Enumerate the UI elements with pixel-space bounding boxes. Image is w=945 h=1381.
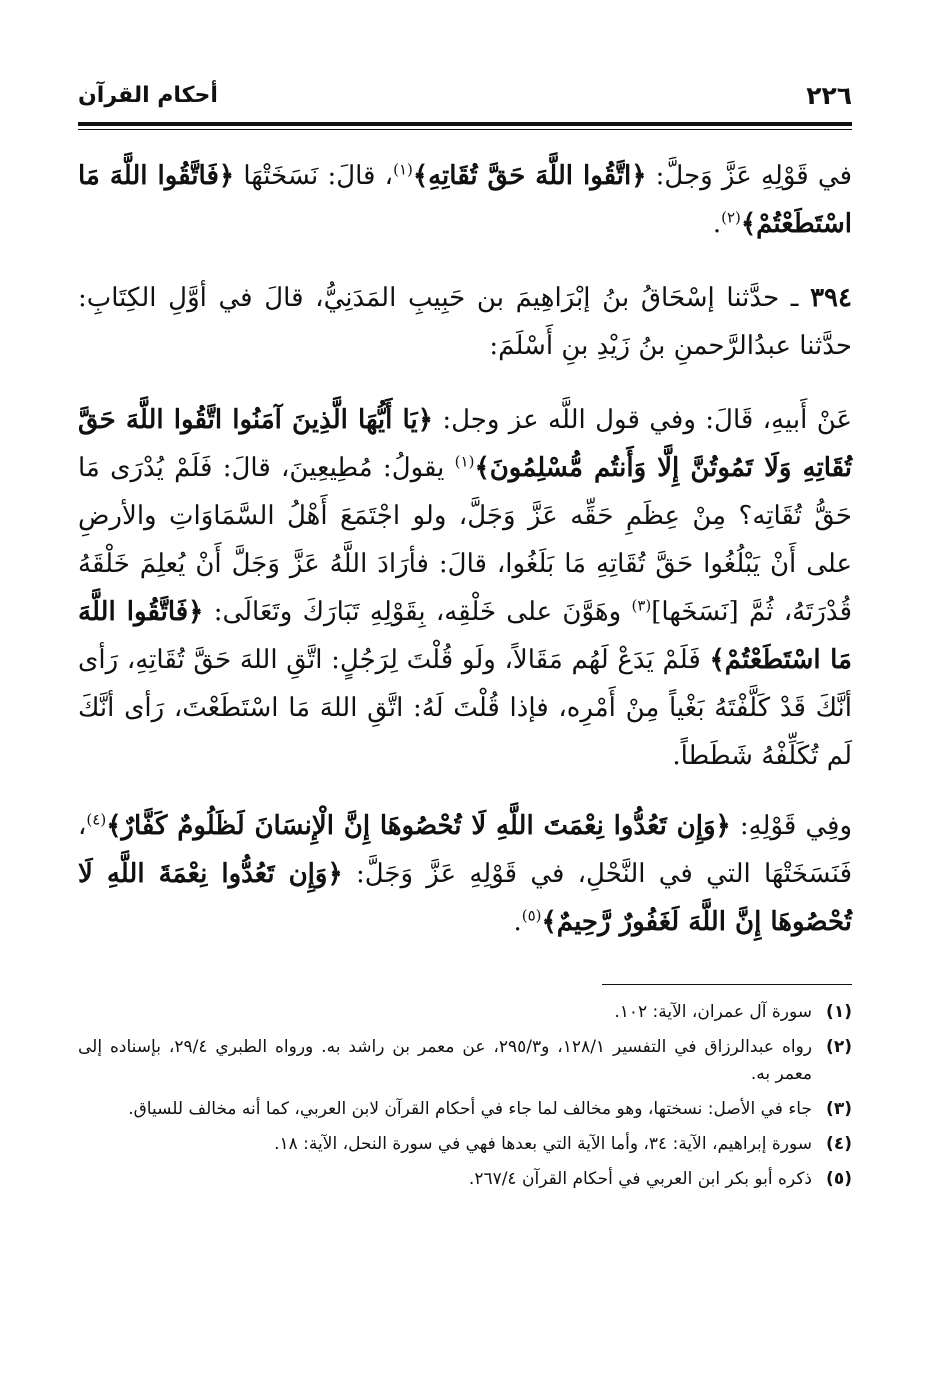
footnote-ref[interactable]: (٤) xyxy=(86,810,107,829)
page-header xyxy=(78,70,852,120)
text: في قَوْلِهِ عَزَّ وَجلَّ: xyxy=(646,161,852,191)
footnote-text: سورة آل عمران، الآية: ١٠٢. xyxy=(614,1002,812,1022)
text: يقولُ: مُطِيعِينَ، قالَ: فَلَمْ يُدْرَى مَا حَقُّ تُقَاتِه؟ مِنْ عِظَمِ حَقِّه عَزَّ وَجَلَّ، ولو اجْتَمَعَ أَهْلُ السَّمَاوَاتِ والأرضِ على أَنْ يَبْلُغُوا حَقَّ تُقَاتِهِ مَا بَلَغُوا، قالَ: فأرَادَ اللَّهُ عَزَّ وَجَلَّ أَنْ يُعلِمَ خَلْقَهُ قُدْرَتَهُ، ثُمَّ [نَسَخَها] xyxy=(78,453,852,627)
footnote-text: رواه عبدالرزاق في التفسير ١٢٨/١، و٢٩٥/٣، عن معمر بن راشد به. ورواه الطبري ٢٩/٤، بإسناده إلى معمر به. xyxy=(78,1037,813,1084)
footnote-number: (٢) xyxy=(826,1037,852,1057)
footnote-number: (٥) xyxy=(826,1169,852,1189)
footnote xyxy=(78,1034,852,1088)
header-rule-thin xyxy=(78,129,852,130)
footnote-ref[interactable]: (٥) xyxy=(521,906,542,925)
quran-verse: ﴿وَإِن تَعُدُّوا نِعْمَتَ اللَّهِ لَا تُحْصُوهَا إِنَّ الْإِنسَانَ لَظَلُومٌ كَفَّارٌ﴾ xyxy=(106,811,731,841)
text: وهَوَّنَ على خَلْقِه، بِقَوْلِهِ تَبَارَكَ وتَعَالَى: xyxy=(203,597,632,627)
page xyxy=(78,70,852,1330)
header-rule-thick xyxy=(78,122,852,126)
quran-verse: ﴿فَاتَّقُوا اللَّهَ مَا اسْتَطَعْتُمْ﴾ xyxy=(78,161,852,239)
hadith-number: ٣٩٤ xyxy=(810,283,852,313)
footnote-text: سورة إبراهيم، الآية: ٣٤، وأما الآية التي بعدها فهي في سورة النحل، الآية: ١٨. xyxy=(274,1134,812,1154)
text: . xyxy=(712,209,722,239)
footnote xyxy=(78,1166,852,1193)
paragraph-2 xyxy=(78,274,852,370)
paragraph-1 xyxy=(78,152,852,248)
paragraph-3 xyxy=(78,396,852,780)
footnote-number: (١) xyxy=(826,1002,852,1022)
footnote-separator xyxy=(602,984,852,985)
footnote-ref[interactable]: (٣) xyxy=(631,596,652,615)
quran-verse: ﴿فَاتَّقُوا اللَّهَ مَا اسْتَطَعْتُمْ﴾ xyxy=(78,597,852,675)
text: وفِي قَوْلِهِ: xyxy=(730,811,852,841)
paragraph-4 xyxy=(78,802,852,946)
text: ، فَنَسَخَتْهَا التي في النَّحْلِ، في قَوْلِهِ عَزَّ وَجَلَّ: xyxy=(78,811,853,889)
footnote xyxy=(78,1131,852,1158)
footnote-ref[interactable]: (١) xyxy=(454,452,475,471)
book-title: أحكام القرآن xyxy=(78,82,218,108)
page-number: ٢٢٦ xyxy=(806,80,852,110)
footnotes xyxy=(78,999,852,1193)
footnote-text: جاء في الأصل: نسختها، وهو مخالف لما جاء في أحكام القرآن لابن العربي، كما أنه مخالف للسياق. xyxy=(128,1099,812,1119)
footnote-ref[interactable]: (٢) xyxy=(721,208,741,227)
text: عَنْ أَبيهِ، قَالَ: وفي قول اللَّه عز وجل: xyxy=(432,405,852,435)
text: . xyxy=(513,907,522,937)
text: فَلَمْ يَدَعْ لَهُم مَقَالاً، ولَو قُلْتَ لِرَجُلٍ: اتَّقِ اللهَ حَقَّ تُقَاتِهِ، رَأى أنَّكَ قَدْ كَلَّفْتَهُ بَغْياً مِنْ أَمْرِه، فإذا قُلْتَ لَهُ: اتَّقِ اللهَ مَا اسْتَطَعْتَ، رَأى أنَّكَ لَم تُكَلِّفْهُ شَطَطاً. xyxy=(78,645,852,771)
footnote-number: (٣) xyxy=(826,1099,852,1119)
quran-verse: ﴿اتَّقُوا اللَّهَ حَقَّ تُقَاتِهِ﴾ xyxy=(412,161,647,191)
footnote xyxy=(78,999,852,1026)
quran-verse: ﴿وَإِن تَعُدُّوا نِعْمَةَ اللَّهِ لَا تُحْصُوهَا إِنَّ اللَّهَ لَغَفُورٌ رَّحِيمٌ﴾ xyxy=(78,859,852,937)
footnote xyxy=(78,1096,852,1123)
quran-verse: ﴿يَا أَيُّهَا الَّذِينَ آمَنُوا اتَّقُوا اللَّهَ حَقَّ تُقَاتِهِ وَلَا تَمُوتُنَّ إِلَّا وَأَنتُم مُّسْلِمُونَ﴾ xyxy=(78,405,853,483)
footnote-text: ذكره أبو بكر ابن العربي في أحكام القرآن ٢٦٧/٤. xyxy=(468,1169,812,1189)
footnote-ref[interactable]: (١) xyxy=(393,160,413,179)
text: ـ حدَّثنا إسْحَاقُ بنُ إبْرَاهِيمَ بن حَبِيبِ المَدَنِيُّ، قالَ في أوَّلِ الكِتَابِ: حدَّثنا عبدُالرَّحمنِ بنُ زَيْدِ بنِ أَسْلَمَ: xyxy=(78,283,852,361)
text: ، قالَ: نَسَخَتْهَا xyxy=(234,161,394,191)
footnote-number: (٤) xyxy=(826,1134,852,1154)
